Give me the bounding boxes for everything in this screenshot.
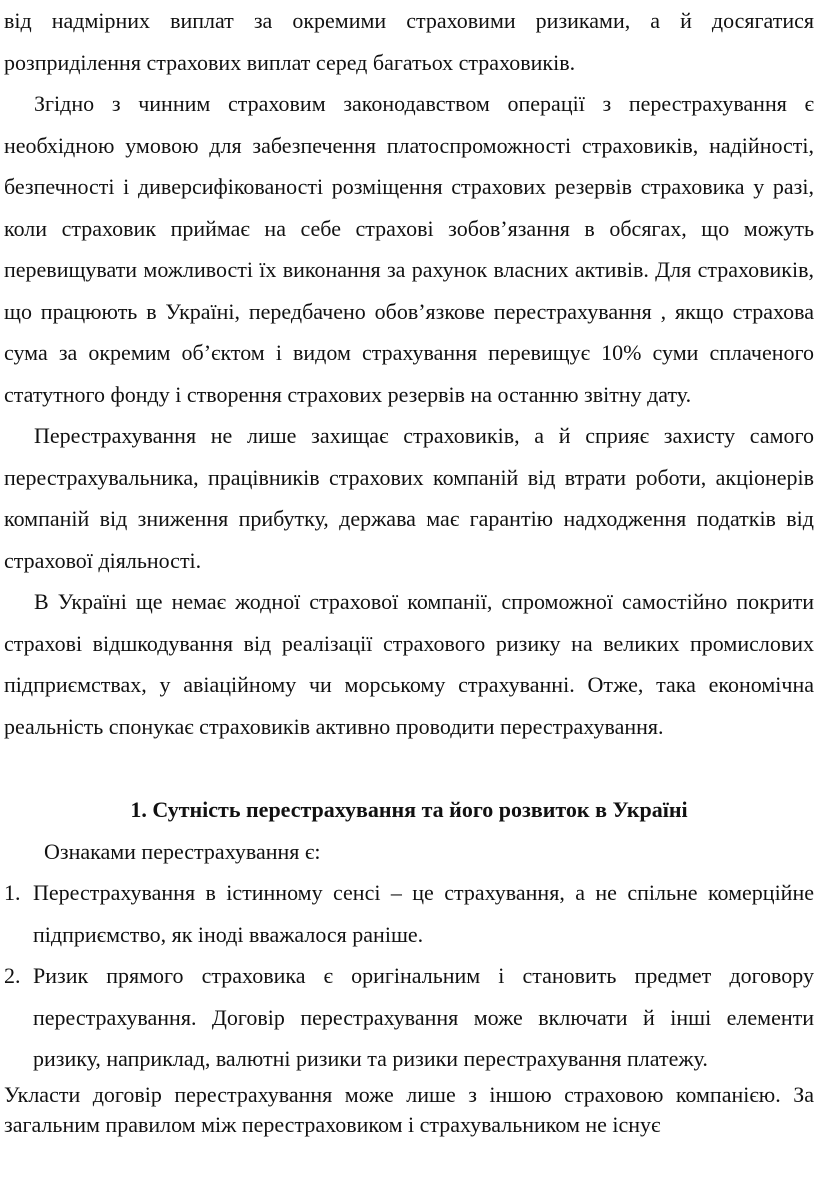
list-item-number: 2. [4, 963, 21, 988]
paragraph-protection: Перестрахування не лише захищає страховиків, а й сприяє захисту самого перестрахувальника, працівників страхових компаній від втрати роботи, акціонерів компаній від зниження прибутку, держава має гарантію надходження податків від страхової діяльності. [4, 423, 814, 573]
paragraph-closing: Укласти договір перестрахування може лише з іншою страховою компанією. За загальним правилом між перестраховиком і страхувальником не існує [4, 1081, 814, 1137]
list-item [4, 872, 814, 955]
list-item [4, 955, 814, 1080]
paragraph-ukraine: В Україні ще немає жодної страхової компанії, спроможної самостійно покрити страхові відшкодування від реалізації страхового ризику на великих промислових підприємствах, у авіаційному чи морському страхуванні. Отже, така економічна реальність спонукає страховиків активно проводити перестрахування. [4, 589, 814, 739]
paragraph-continuation: від надмірних виплат за окремими страховими ризиками, а й досягатися розприділення страхових виплат серед багатьох страховиків. [4, 8, 814, 75]
list-item-number: 1. [4, 880, 21, 905]
section-heading: 1. Сутність перестрахування та його розвиток в Україні [130, 797, 688, 822]
section-intro: Ознаками перестрахування є: [44, 838, 321, 864]
paragraph-legislation: Згідно з чинним страховим законодавством операції з перестрахування є необхідною умовою для забезпечення платоспроможності страховиків, надійності, безпечності і диверсифікованості розміщення страхових резервів страховика у разі, коли страховик приймає на себе страхові зобов’язання в обсягах, що можуть перевищувати можливості їх виконання за рахунок власних активів. Для страховиків, що працюють в Україні, передбачено обов’язкове перестрахування , якщо страхова сума за окремим об’єктом і видом страхування перевищує 10% суми сплаченого статутного фонду і створення страхових резервів на останню звітну дату. [4, 91, 814, 407]
list-item-text: Ризик прямого страховика є оригінальним і становить предмет договору перестрахування. Договір перестрахування може включати й інші елементи ризику, наприклад, валютні ризики та ризики перестрахування платежу. [33, 963, 814, 1071]
list-item-text: Перестрахування в істинному сенсі – це страхування, а не спільне комерційне підприємство, як іноді вважалося раніше. [33, 880, 814, 947]
features-list [4, 872, 814, 1080]
